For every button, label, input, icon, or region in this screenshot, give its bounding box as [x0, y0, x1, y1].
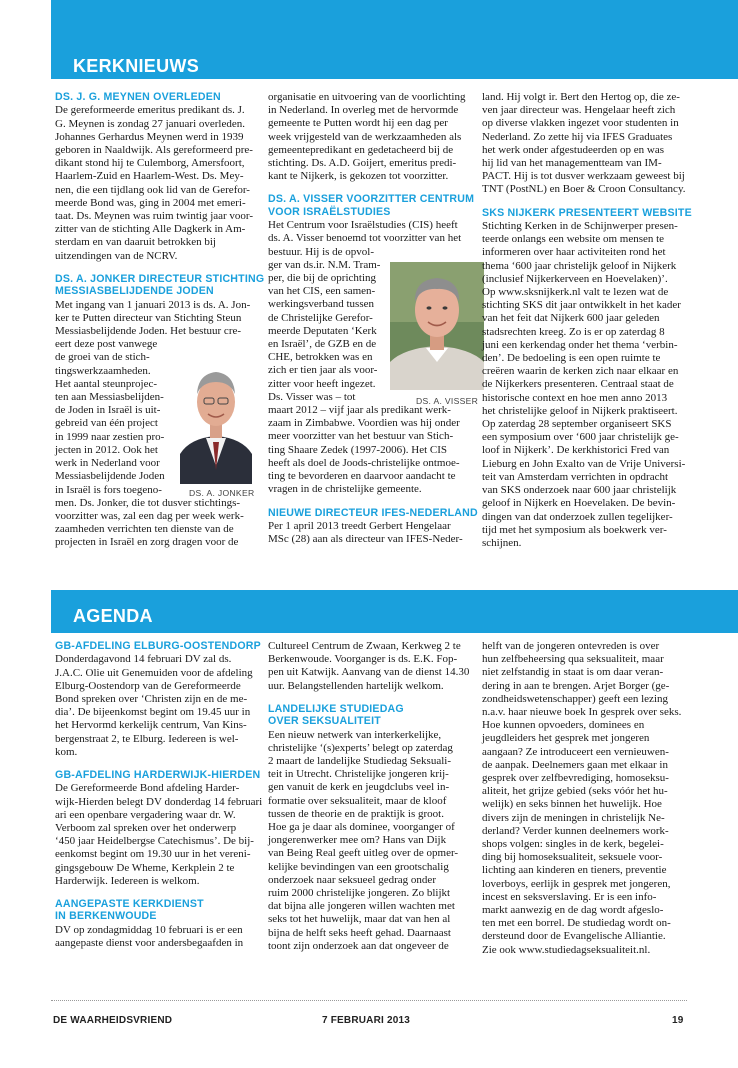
text-line: zaam in Zimbabwe. Voordien was hij onder [268, 417, 460, 430]
text-line: 2 maart de landelijke Studiedag Seksuali- [268, 755, 451, 768]
text-line: Messiasbelijdende Joden. Het bestuur cre- [55, 325, 242, 338]
agenda-elburg [55, 653, 265, 759]
text-line: jeugdleiders het gesprek met jongeren [482, 732, 650, 745]
text-line: Per 1 april 2013 treedt Gerbert Hengelaar [268, 519, 451, 532]
text-line: OVER SEKSUALITEIT [268, 715, 381, 728]
text-line: Harderwijk. Iedereen is welkom. [55, 874, 200, 887]
text-line: formatie over seksualiteit, maar de kloof [268, 794, 447, 807]
text-line: van Being Real geeft uitleg over de opmer- [268, 847, 459, 860]
text-line: zaamheden verrichten ten dienste van de [55, 523, 234, 536]
text-line: ‘450 jaar Heidelbergse Catechismus’. De bij- [55, 835, 254, 848]
caption-visser: DS. A. VISSER [416, 396, 479, 406]
text-line: land. Hij volgt ir. Bert den Hertog op, die ze- [482, 91, 680, 103]
text-line: Elburg-Oostendorp van de Gereformeerde [55, 679, 241, 692]
text-line: uur. Belangstellenden hartelijk welkom. [268, 679, 444, 692]
text-line: aangaan? Ze introduceert een vernieuwen- [482, 745, 669, 758]
text-line: dering in aan te brengen. Arjet Borger (ge- [482, 679, 670, 692]
agenda-header-band [51, 590, 738, 633]
text-line: toont zijn onderzoek aan dat ongeveer de [268, 939, 449, 952]
agenda-column-2 [268, 640, 478, 953]
text-line: Cultureel Centrum de Zwaan, Kerkweg 2 te [268, 640, 461, 652]
text-line: eert deze post vanwege [55, 338, 158, 351]
text-line: aangepaste dienst voor andersbegaafden in [55, 937, 244, 950]
text-line: Op zaterdag 28 september organiseert SKS [482, 418, 672, 431]
text-line: stadsrechten kreeg. Zo is er op zaterdag 8 [482, 325, 665, 338]
text-line: de Joden in Israël is uit- [55, 404, 161, 417]
article-ifes-continued [482, 91, 697, 197]
text-line: nen, die een tijdlang ook lid van de Gerefor- [55, 183, 250, 196]
text-line: G. Meynen is zondag 27 januari overleden. [55, 117, 245, 130]
text-line: pen uit Katwijk. Aanvang van de dienst 14.30 [268, 666, 470, 679]
text-line: projecten in Israël en zorg dragen voor de [55, 536, 239, 549]
text-line: zich er tien jaar als voor- [268, 364, 378, 377]
text-line: organisatie en uitvoering van de voorlichting [268, 91, 466, 103]
text-line: in Nederland. In overleg met de hervormde [268, 104, 459, 117]
text-line: het werk onder afgestudeerden op en was [482, 143, 665, 156]
text-line: Nederland. Zo zette hij via IFES Graduates [482, 130, 673, 143]
text-line: de aanpak. Deelnemers gaan met elkaar in [482, 758, 668, 771]
text-line: per, die bij de oprichting [268, 272, 377, 285]
text-line: IN BERKENWOUDE [55, 910, 157, 923]
heading-studiedag [268, 703, 478, 728]
text-line: kom. [55, 745, 78, 758]
text-line: de Nijkerkers presenteren. Centraal staat de [482, 378, 674, 391]
heading-harderwijk: GB-AFDELING HARDERWIJK-HIERDEN [55, 769, 261, 782]
footer-publication: DE WAARHEIDSVRIEND [53, 1015, 173, 1026]
text-line: ari een openbare vergadering waar dr. W. [55, 808, 236, 821]
text-line: Donderdagavond 14 februari DV zal ds. [55, 653, 232, 666]
text-line: jongerenwerker mee om? Hans van Dijk [268, 834, 447, 847]
text-line: tussen de theorie en de praktijk is groot. [268, 807, 444, 820]
text-line: AANGEPASTE KERKDIENST [55, 898, 204, 911]
footer-date: 7 FEBRUARI 2013 [322, 1015, 411, 1026]
text-line: taat. Ds. Meynen was ruim twintig jaar voor- [55, 210, 254, 223]
text-line: n.a.v. haar nieuwe boek In gesprek over seks. [482, 706, 682, 719]
article-sks [482, 220, 697, 550]
text-line: gen vanuit de kerk en jeugdclubs veel in- [268, 781, 450, 794]
text-line: dia’. De bijeenkomst begint om 19.45 uur in [55, 706, 251, 719]
text-line: loverboys, eerlijk in gesprek met jongeren, [482, 877, 671, 890]
heading-elburg: GB-AFDELING ELBURG-OOSTENDORP [55, 640, 261, 652]
footer-page-number: 19 [672, 1015, 684, 1026]
text-line: meer voorzitter van het bestuur van Stich- [268, 430, 454, 443]
kerknieuws-column-3 [482, 91, 697, 550]
text-line: De Gereformeerde Bond afdeling Harder- [55, 782, 240, 795]
text-line: bestuur. Hij is de opvol- [268, 245, 375, 258]
text-line: niet zelfstandig in staat is om daar veran- [482, 666, 664, 679]
text-line: werk in Nederland voor [55, 457, 160, 470]
article-jonker-continued [268, 91, 478, 183]
text-line: kant te Nijkerk, is gekozen tot voorzitter. [268, 170, 449, 183]
text-line: helft van de jongeren ontevreden is over [482, 640, 660, 652]
text-line: maart 2012 – vijf jaar als predikant werk- [268, 404, 451, 417]
text-line: zondheidswetenschapper) geeft een lezing [482, 692, 668, 705]
text-line: DS. A. VISSER VOORZITTER CENTRUM [268, 193, 475, 206]
text-line: DV op zondagmiddag 10 februari is er een [55, 923, 243, 936]
heading-aangepaste [55, 898, 265, 923]
text-line: ker te Putten directeur van Stichting Steun [55, 311, 242, 324]
section-title-agenda: AGENDA [73, 606, 153, 626]
text-line: wijk-Hierden belegt DV donderdag 14 februari [55, 795, 263, 808]
text-line: stichting. Ds. A.D. Goijert, emeritus predi- [268, 157, 457, 170]
text-line: Berkenwoude. Voorganger is ds. E.K. Fop- [268, 653, 458, 666]
text-line: aliteit, het grijze gebied (seks vóór het hu- [482, 785, 668, 798]
text-line: en Israël’, de GZB en de [268, 338, 377, 351]
text-line: shops volgen: singles in de kerk, begelei- [482, 838, 664, 851]
text-line: J.A.C. Olie uit Genemuiden voor de afdeling [55, 666, 253, 679]
text-line: heeft als doel de Joods-christelijke ontmoe- [268, 456, 460, 469]
text-line: uitzendingen van de NCRV. [55, 249, 178, 262]
text-line: hij lid van het managementteam van IM- [482, 157, 662, 170]
text-line: geloof in Nijkerk en Hoevelaken. De bevin- [482, 497, 676, 510]
text-line: DS. A. JONKER DIRECTEUR STICHTING [55, 272, 265, 285]
text-line: Zie ook www.studiedagseksualiteit.nl. [482, 943, 651, 956]
text-line: lichting aan kinderen en tieners, preventie [482, 864, 667, 877]
text-line: Het Centrum voor Israëlstudies (CIS) heeft [268, 219, 458, 232]
text-line: op diverse vlakken ingezet voor studenten in [482, 117, 679, 130]
text-line: een symposium over ‘600 jaar christelijk ge- [482, 431, 679, 444]
text-line: ruim 2000 christelijke jongeren. Zo blijkt [268, 887, 451, 900]
text-line: creëren waarin de kerken zich naar elkaar en [482, 365, 679, 378]
text-line: Ds. Visser was – tot [268, 390, 356, 403]
text-line: MSc (28) aan als directeur van IFES-Neder- [268, 533, 463, 546]
agenda-column-1 [55, 640, 265, 950]
text-line: voorzitter was, zal een dag per week werk- [55, 509, 244, 522]
text-line: schijnen. [482, 536, 522, 549]
text-line: Stichting Kerken in de Schijnwerper presen- [482, 220, 678, 233]
text-line: welijk) en seks binnen het huwelijk. Hoe [482, 798, 662, 811]
text-line: in 1999 naar zestien pro- [55, 430, 165, 443]
agenda-column-3 [482, 640, 697, 957]
text-line: tingswerkzaamheden. [55, 364, 151, 377]
text-line: eenkomst begint om 19.30 uur in het vereni- [55, 848, 251, 861]
text-line: bijna de helft seks heeft gehad. Daarnaast [268, 926, 451, 939]
text-line: gebreid van één project [55, 417, 158, 430]
text-line: Hoe ga je daar als dominee, voorganger of [268, 821, 455, 834]
text-line: Op www.sksnijkerk.nl valt te lezen wat de [482, 286, 669, 299]
text-line: LANDELIJKE STUDIEDAG [268, 702, 404, 715]
text-line: Hoe kunnen opvoeders, dominees en [482, 719, 645, 732]
text-line: meerde Deputaten ‘Kerk [268, 324, 377, 337]
text-line: jecten in 2012. Ook het [55, 443, 158, 456]
text-line: (inclusief Nijkerkerveen en Hoevelaken)’. [482, 272, 668, 285]
text-line: ger van ds.ir. N.M. Tram- [268, 258, 381, 271]
text-line: den’. De bedoeling is een open ruimte te [482, 352, 661, 365]
agenda-harderwijk [55, 782, 265, 888]
text-line: sterdam en van daaruit betrokken bij [55, 236, 216, 249]
footer-divider [51, 1000, 687, 1001]
agenda-studiedag [268, 729, 478, 953]
text-line: teit in Utrecht. Christelijke jongeren krij- [268, 768, 449, 781]
text-line: Messiasbelijdende Joden [55, 470, 165, 483]
text-line: het Hervormd kerkelijk centrum, Van Kins- [55, 719, 247, 732]
text-line: informeren over haar activiteiten rond het [482, 246, 666, 259]
text-line: vragen in de christelijke gemeente. [268, 483, 422, 496]
text-line: gesprek over zelfbevrediging, homoseksu- [482, 772, 669, 785]
text-line: het christelijke geloof in Nijkerk praktiseert. [482, 404, 678, 417]
text-line: MESSIASBELIJDENDE JODEN [55, 285, 214, 298]
text-line: TNT (PostNL) en Boer & Croon Consultancy. [482, 183, 686, 196]
text-line: gemeente te Putten wordt hij een dag per [268, 117, 448, 130]
agenda-aangepaste [55, 924, 265, 950]
text-line: ting te bevorderen en daarvoor aandacht te [268, 470, 456, 483]
heading-jonker [55, 273, 265, 298]
text-line: de groei van de stich- [55, 351, 150, 364]
text-line: PACT. Hij is tot dusver werkzaam geweest bij [482, 170, 685, 183]
text-line: de Christelijke Gerefor- [268, 311, 373, 324]
agenda-aangepaste-continued [268, 640, 478, 693]
text-line: Haarlem-Zuid en Haarlem-West. Ds. Mey- [55, 170, 244, 183]
heading-meynen: DS. J. G. MEYNEN OVERLEDEN [55, 91, 221, 103]
text-line: teit van Amsterdam verrichten in opdracht [482, 470, 669, 483]
text-line: dikant stond hij te Culemborg, Amersfoort, [55, 157, 245, 170]
text-line: tijd met het symposium als boekwerk ver- [482, 523, 667, 536]
text-line: Bond spreken over ‘Christen zijn en de me- [55, 693, 248, 706]
text-line: gemeentepredikant en gedetacheerd bij de [268, 143, 454, 156]
text-line: ting Shaare Zedek (1997-2006). Het CIS [268, 443, 448, 456]
text-line: ds. A. Visser benoemd tot voorzitter van het [268, 232, 462, 245]
text-line: historische context en hoe men anno 2013 [482, 391, 668, 404]
section-title-kerknieuws: KERKNIEUWS [73, 56, 200, 76]
heading-visser [268, 193, 478, 218]
text-line: Het aantal steunprojec- [55, 377, 158, 390]
text-line: meerde Bond was, ging in 2004 met emeri- [55, 196, 246, 209]
heading-ifes: NIEUWE DIRECTEUR IFES-NEDERLAND [268, 506, 478, 519]
text-line: incest en seksverslaving. Er is een info- [482, 890, 657, 903]
text-line: kelijke bevindingen van een grootschalig [268, 860, 449, 873]
text-line: ten aan Messiasbelijden- [55, 391, 164, 404]
text-line: dersteund door de Evangelische Alliantie. [482, 930, 666, 943]
article-ifes [268, 520, 478, 546]
text-line: van SKS onderzoek naar 600 jaar christelijk [482, 484, 677, 497]
text-line: dat bijna alle jongeren willen wachten met [268, 900, 455, 913]
heading-sks: SKS NIJKERK PRESENTEERT WEBSITE [482, 206, 692, 219]
text-line: teerde onlangs een website om mensen te [482, 233, 665, 246]
text-line: gingsgebouw De Wheme, Kerkplein 2 te [55, 861, 235, 874]
text-line: dingen van dat onderzoek zullen tegelijker- [482, 510, 673, 523]
text-line: week vrijgesteld van de werkzaamheden als [268, 130, 462, 143]
article-meynen [55, 104, 265, 262]
text-line: hun zelfbeheersing qua seksualiteit, maar [482, 653, 664, 666]
text-line: ven jaar directeur was. Hengelaar heeft zich [482, 104, 676, 117]
text-line: seks tot het huwelijk, maar dat van hen al [268, 913, 451, 926]
text-line: Verboom zal spreken over het onderwerp [55, 822, 237, 835]
text-line: stichting SKS dit jaar ontwikkelt in het kader [482, 299, 681, 312]
portrait-ds-visser [390, 262, 484, 390]
text-line: Een nieuw netwerk van interkerkelijke, [268, 728, 442, 741]
text-line: derland? Verder kunnen deelnemers work- [482, 824, 669, 837]
text-line: in Israël is fors toegeno- [55, 483, 162, 496]
text-line: geboren in Naaldwijk. Als gereformeerd pre- [55, 144, 253, 157]
text-line: VOOR ISRAËLSTUDIES [268, 205, 391, 218]
text-line: van het CIS, een samen- [268, 285, 376, 298]
text-line: juni een kerkendag onder het thema ‘verbin- [482, 338, 678, 351]
text-line: van het feit dat Nijkerk 600 jaar geleden [482, 312, 660, 325]
text-line: zitter van de stichting Alle Dagkerk in Am- [55, 223, 246, 236]
text-line: ten met een borrel. De studiedag wordt on- [482, 917, 671, 930]
text-line: Johannes Gerhardus Meynen werd in 1939 [55, 130, 244, 143]
agenda-studiedag-continued [482, 640, 697, 957]
kerknieuws-header-band [51, 0, 738, 79]
text-line: zitter voor heeft ingezet. [268, 377, 376, 390]
text-line: werkingsverband tussen [268, 298, 375, 311]
text-line: ding bij homoseksualiteit, seksuele voor- [482, 851, 663, 864]
text-line: men. Ds. Jonker, die tot dusver stichtings- [55, 496, 241, 509]
caption-jonker: DS. A. JONKER [189, 488, 255, 498]
text-line: markt aanwezig en de dag wordt afgeslo- [482, 904, 664, 917]
text-line: bergenstraat 2, te Elburg. Iedereen is wel- [55, 732, 239, 745]
text-line: christelijke ‘(s)experts’ belegt op zaterdag [268, 741, 453, 754]
text-line: Met ingang van 1 januari 2013 is ds. A. Jon- [55, 298, 251, 311]
text-line: Lieburg en John Exalto van de Vrije Universi- [482, 457, 686, 470]
text-line: divers zijn de meningen in christelijk Ne- [482, 811, 665, 824]
text-line: CHE, betrokken was en [268, 351, 373, 364]
portrait-ds-jonker [180, 358, 252, 484]
text-line: onderzoek naar seksueel gedrag onder [268, 873, 436, 886]
text-line: De gereformeerde emeritus predikant ds. J. [55, 104, 245, 117]
text-line: loof in Nijkerk’. De kerkhistorici Fred van [482, 444, 670, 457]
text-line: thema ‘600 jaar christelijk geloof in Nijkerk [482, 259, 677, 272]
